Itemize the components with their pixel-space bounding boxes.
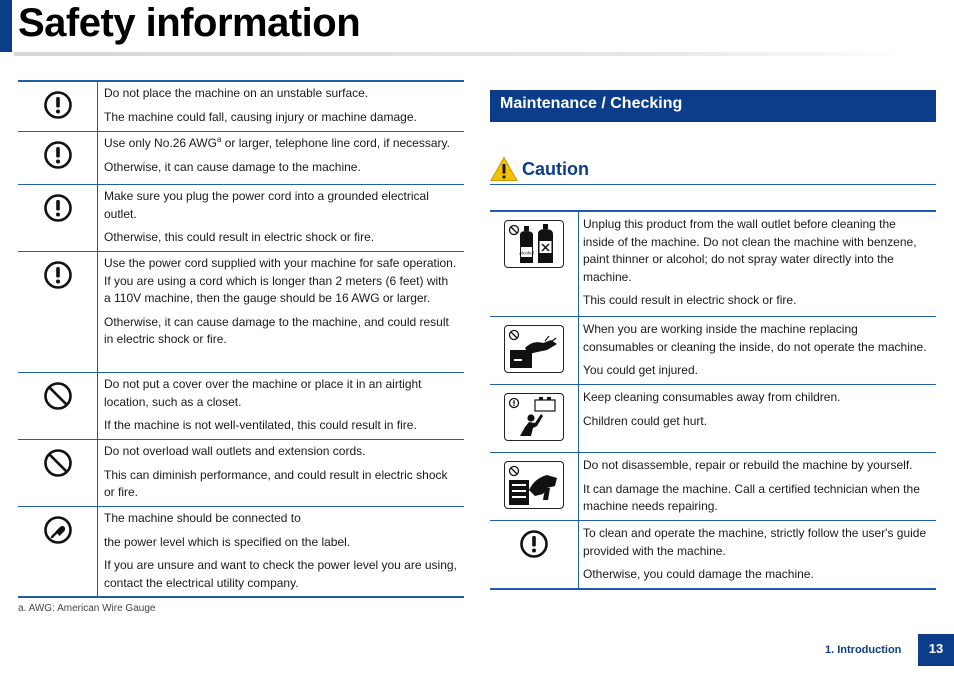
consequence-text: The machine could fall, causing injury or machine damage.: [104, 109, 417, 124]
instruction-text: Do not disassemble, repair or rebuild the machine by yourself.: [583, 458, 913, 472]
icon-cell: [18, 252, 98, 372]
icon-cell: [490, 317, 579, 384]
icon-cell: [18, 132, 98, 184]
icon-cell: [18, 373, 98, 439]
text-cell: [98, 185, 464, 251]
table-row: [18, 507, 464, 596]
text-cell: [98, 507, 464, 596]
consequence-text: Children could get hurt.: [583, 413, 708, 428]
text-cell: [98, 132, 464, 184]
consequence-text: Otherwise, it can cause damage to the machine.: [104, 159, 361, 174]
text-cell: [98, 82, 464, 131]
table-row: [490, 385, 936, 453]
text-cell: [579, 212, 936, 316]
table-row: [18, 252, 464, 373]
consequence-text: Otherwise, it can cause damage to the machine, and could result in electric shock or fire.: [104, 314, 449, 346]
consequence-text: Otherwise, you could damage the machine.: [583, 567, 814, 581]
no-operate-during-cleaning-icon: [504, 325, 564, 373]
icon-cell: [18, 185, 98, 251]
instruction-text: Use the power cord supplied with your machine for safe operation. If you are using a cord which is longer than 2 meters (6 feet) with a 110V machine, then the gauge should be 16 AWG or larger.: [104, 256, 457, 305]
maintenance-table: [490, 210, 936, 590]
text-cell: [98, 440, 464, 506]
icon-cell: [490, 385, 579, 452]
icon-cell: [490, 521, 579, 588]
caution-heading: [490, 154, 936, 185]
instruction-text: Do not put a cover over the machine or place it in an airtight location, such as a closet.: [104, 377, 422, 409]
instruction-text: [104, 135, 458, 153]
consequence-text: You could get injured.: [583, 363, 698, 377]
keep-away-from-children-icon: [504, 393, 564, 441]
icon-cell: [18, 507, 98, 596]
page-number: 13: [918, 634, 954, 666]
consequence-text: This can diminish performance, and could result in electric shock or fire.: [104, 467, 448, 499]
icon-cell: [490, 212, 579, 316]
consequence-text: It can damage the machine. Call a certified technician when the machine needs repairing.: [583, 481, 920, 513]
no-chemicals-icon: [504, 220, 564, 268]
exclamation-circle-icon: [43, 90, 73, 120]
table-row: [18, 82, 464, 132]
consequence-text: Otherwise, this could result in electric shock or fire.: [104, 230, 375, 244]
instruction-text-part: or larger, telephone line cord, if necessary.: [221, 136, 450, 150]
consequence-text: If the machine is not well-ventilated, this could result in fire.: [104, 418, 417, 432]
instruction-text-part: Use only No.26 AWG: [104, 136, 217, 150]
cleaning-illustration: [505, 326, 563, 372]
instruction-text: The machine should be connected to: [104, 511, 301, 525]
footnote-marker: a: [216, 135, 222, 144]
children-illustration: [505, 394, 563, 440]
text-cell: [579, 317, 936, 384]
instruction-text: Do not place the machine on an unstable surface.: [104, 86, 369, 100]
title-accent-bar: [0, 0, 12, 52]
instruction-text: Unplug this product from the wall outlet before cleaning the inside of the machine. Do not clean the machine with benzene, paint thinner or alcohol; do not spray water directly into the machine.: [583, 217, 917, 284]
chapter-label: 1. Introduction: [825, 644, 902, 656]
table-row: [18, 132, 464, 185]
consequence-text: This could result in electric shock or fire.: [583, 293, 797, 307]
table-row: [490, 453, 936, 521]
text-cell: [579, 385, 936, 452]
exclamation-circle-icon: [519, 529, 549, 559]
instruction-text: Keep cleaning consumables away from children.: [583, 390, 841, 404]
text-cell: [98, 373, 464, 439]
chemicals-illustration: [505, 221, 563, 267]
icon-cell: [490, 453, 579, 520]
table-row: [18, 440, 464, 507]
exclamation-circle-icon: [43, 140, 73, 170]
text-cell: [98, 252, 464, 372]
icon-cell: [18, 82, 98, 131]
table-row: [490, 521, 936, 588]
table-row: [18, 185, 464, 252]
instruction-text: Make sure you plug the power cord into a grounded electrical outlet.: [104, 189, 429, 221]
page-title: Safety information: [18, 1, 361, 45]
title-divider: [14, 52, 914, 56]
exclamation-circle-icon: [43, 193, 73, 223]
caution-label: Caution: [522, 158, 589, 179]
instruction-text: Do not overload wall outlets and extension cords.: [104, 444, 366, 458]
table-row: [490, 212, 936, 317]
disassemble-illustration: [505, 462, 563, 508]
text-cell: [579, 453, 936, 520]
exclamation-circle-icon: [43, 260, 73, 290]
plug-connect-icon: [43, 515, 73, 545]
alcohol-label: Alcohol: [519, 250, 534, 256]
text-cell: [579, 521, 936, 588]
consequence-text: If you are unsure and want to check the power level you are using, contact the electrical utility company.: [104, 558, 457, 590]
icon-cell: [18, 440, 98, 506]
footnote: a. AWG: American Wire Gauge: [18, 603, 156, 614]
table-row: [490, 317, 936, 385]
section-header: Maintenance / Checking: [490, 90, 936, 122]
prohibited-icon: [43, 448, 73, 478]
safety-table-left: [18, 80, 464, 598]
instruction-text: When you are working inside the machine replacing consumables or cleaning the inside, do not operate the machine.: [583, 322, 927, 354]
caution-triangle-icon: [490, 156, 518, 182]
prohibited-icon: [43, 381, 73, 411]
instruction-text: the power level which is specified on the label.: [104, 534, 351, 549]
no-disassemble-icon: [504, 461, 564, 509]
instruction-text: To clean and operate the machine, strictly follow the user's guide provided with the machine.: [583, 526, 927, 558]
table-row: [18, 373, 464, 440]
